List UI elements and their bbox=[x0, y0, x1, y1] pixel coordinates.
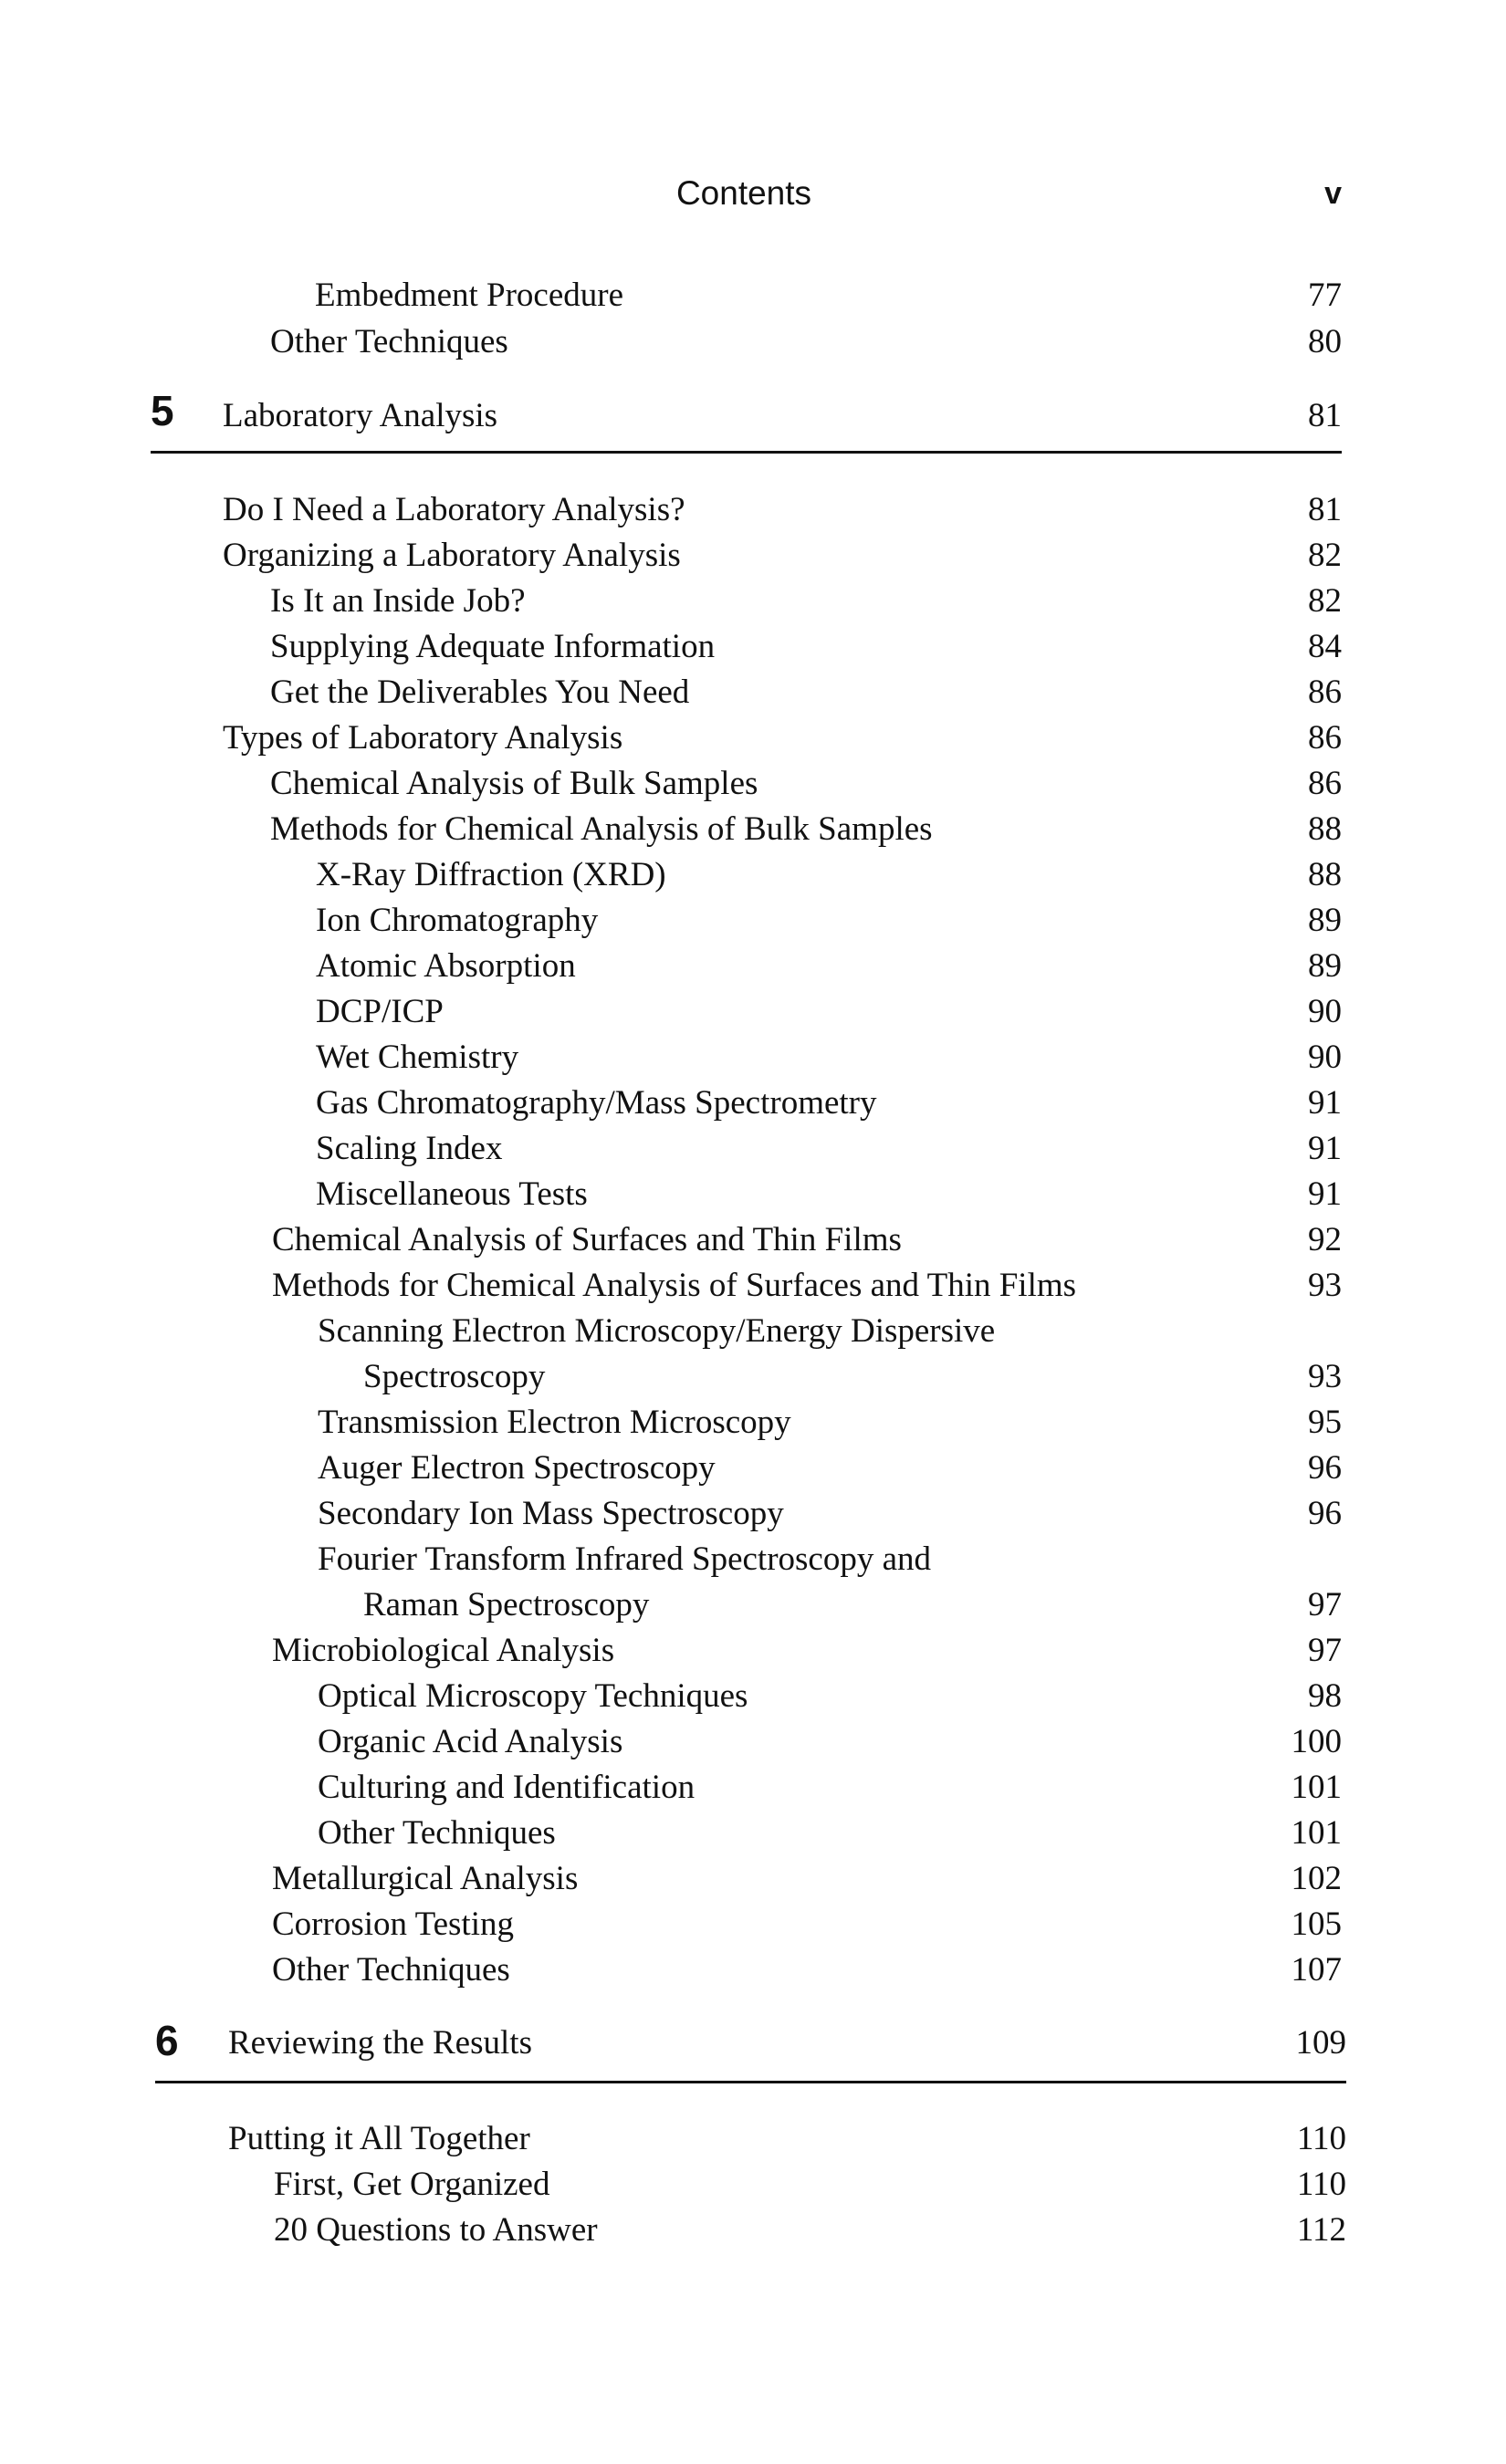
toc-page-number: 101 bbox=[1291, 1814, 1342, 1852]
toc-page-number: 77 bbox=[1308, 277, 1342, 314]
toc-entry: Wet Chemistry bbox=[316, 1039, 519, 1076]
toc-entry: Microbiological Analysis bbox=[272, 1632, 615, 1669]
toc-entry: Methods for Chemical Analysis of Bulk Samples bbox=[270, 810, 933, 848]
toc-page-number: 80 bbox=[1308, 323, 1342, 360]
toc-entry: Scanning Electron Microscopy/Energy Dispersive bbox=[318, 1312, 996, 1350]
toc-page-number: 86 bbox=[1308, 673, 1342, 711]
toc-entry: Spectroscopy bbox=[363, 1358, 546, 1395]
toc-page-number: 90 bbox=[1308, 1039, 1342, 1076]
toc-entry: Chemical Analysis of Bulk Samples bbox=[270, 765, 758, 802]
page-number: v bbox=[1324, 176, 1342, 211]
chapter-divider bbox=[151, 451, 1342, 454]
toc-entry: Get the Deliverables You Need bbox=[270, 673, 690, 711]
toc-page-number: 91 bbox=[1308, 1130, 1342, 1167]
toc-entry: Metallurgical Analysis bbox=[272, 1860, 579, 1897]
toc-page-number: 100 bbox=[1291, 1723, 1342, 1760]
chapter-number: 6 bbox=[155, 2017, 179, 2064]
toc-entry: Raman Spectroscopy bbox=[363, 1586, 650, 1624]
chapter-page-number: 109 bbox=[1295, 2024, 1346, 2062]
toc-entry: Organizing a Laboratory Analysis bbox=[223, 537, 681, 574]
toc-page-number: 88 bbox=[1308, 856, 1342, 893]
toc-entry: Supplying Adequate Information bbox=[270, 628, 716, 665]
toc-page-number: 93 bbox=[1308, 1358, 1342, 1395]
toc-entry: Ion Chromatography bbox=[316, 902, 599, 939]
toc-entry: Fourier Transform Infrared Spectroscopy and bbox=[318, 1540, 932, 1578]
toc-entry: DCP/ICP bbox=[316, 993, 444, 1030]
toc-entry: X-Ray Diffraction (XRD) bbox=[316, 856, 666, 893]
toc-entry: Other Techniques bbox=[272, 1951, 510, 1989]
toc-page-number: 82 bbox=[1308, 582, 1342, 620]
toc-page-number: 86 bbox=[1308, 719, 1342, 757]
toc-page-number: 110 bbox=[1296, 2166, 1346, 2203]
toc-page-number: 92 bbox=[1308, 1221, 1342, 1258]
toc-page-number: 86 bbox=[1308, 765, 1342, 802]
running-header bbox=[0, 169, 1506, 224]
chapter-title: Reviewing the Results bbox=[228, 2024, 532, 2062]
toc-page-number: 98 bbox=[1308, 1677, 1342, 1715]
toc-page-number: 81 bbox=[1308, 491, 1342, 528]
toc-entry: Culturing and Identification bbox=[318, 1769, 695, 1806]
toc-entry: Miscellaneous Tests bbox=[316, 1175, 588, 1213]
toc-entry: Auger Electron Spectroscopy bbox=[318, 1449, 716, 1487]
toc-page-number: 91 bbox=[1308, 1175, 1342, 1213]
toc-entry: Putting it All Together bbox=[228, 2120, 530, 2157]
toc-page-number: 97 bbox=[1308, 1586, 1342, 1624]
toc-entry: Other Techniques bbox=[318, 1814, 556, 1852]
toc-entry: Scaling Index bbox=[316, 1130, 503, 1167]
chapter-page-number: 81 bbox=[1308, 397, 1342, 434]
chapter-divider bbox=[155, 2081, 1346, 2083]
toc-entry: Other Techniques bbox=[270, 323, 508, 360]
toc-page-number: 110 bbox=[1296, 2120, 1346, 2157]
toc-entry: Organic Acid Analysis bbox=[318, 1723, 623, 1760]
toc-page-number: 90 bbox=[1308, 993, 1342, 1030]
toc-entry: Is It an Inside Job? bbox=[270, 582, 526, 620]
toc-entry: Types of Laboratory Analysis bbox=[223, 719, 623, 757]
toc-page-number: 112 bbox=[1296, 2211, 1346, 2249]
toc-page-number: 89 bbox=[1308, 947, 1342, 985]
chapter-title: Laboratory Analysis bbox=[223, 397, 498, 434]
toc-page-number: 95 bbox=[1308, 1404, 1342, 1441]
toc-entry: Gas Chromatography/Mass Spectrometry bbox=[316, 1084, 877, 1122]
toc-entry: Atomic Absorption bbox=[316, 947, 576, 985]
toc-page-number: 93 bbox=[1308, 1267, 1342, 1304]
toc-page-number: 91 bbox=[1308, 1084, 1342, 1122]
toc-page-number: 89 bbox=[1308, 902, 1342, 939]
toc-entry: 20 Questions to Answer bbox=[274, 2211, 598, 2249]
toc-page-number: 105 bbox=[1291, 1905, 1342, 1943]
toc-page-number: 84 bbox=[1308, 628, 1342, 665]
toc-entry: Secondary Ion Mass Spectroscopy bbox=[318, 1495, 784, 1532]
toc-entry: Do I Need a Laboratory Analysis? bbox=[223, 491, 685, 528]
toc-page-number: 102 bbox=[1291, 1860, 1342, 1897]
toc-page-number: 96 bbox=[1308, 1449, 1342, 1487]
toc-page-number: 88 bbox=[1308, 810, 1342, 848]
toc-entry: Transmission Electron Microscopy bbox=[318, 1404, 791, 1441]
toc-entry: Chemical Analysis of Surfaces and Thin Films bbox=[272, 1221, 902, 1258]
toc-entry: Embedment Procedure bbox=[315, 277, 624, 314]
toc-page-number: 82 bbox=[1308, 537, 1342, 574]
toc-entry: Corrosion Testing bbox=[272, 1905, 514, 1943]
chapter-number: 5 bbox=[151, 387, 174, 434]
page-title: Contents bbox=[675, 174, 812, 212]
toc-page-number: 96 bbox=[1308, 1495, 1342, 1532]
toc-entry: First, Get Organized bbox=[274, 2166, 550, 2203]
toc-page-number: 101 bbox=[1291, 1769, 1342, 1806]
toc-page-number: 97 bbox=[1308, 1632, 1342, 1669]
toc-page-number: 107 bbox=[1291, 1951, 1342, 1989]
toc-entry: Methods for Chemical Analysis of Surfaces and Thin Films bbox=[272, 1267, 1077, 1304]
toc-entry: Optical Microscopy Techniques bbox=[318, 1677, 748, 1715]
